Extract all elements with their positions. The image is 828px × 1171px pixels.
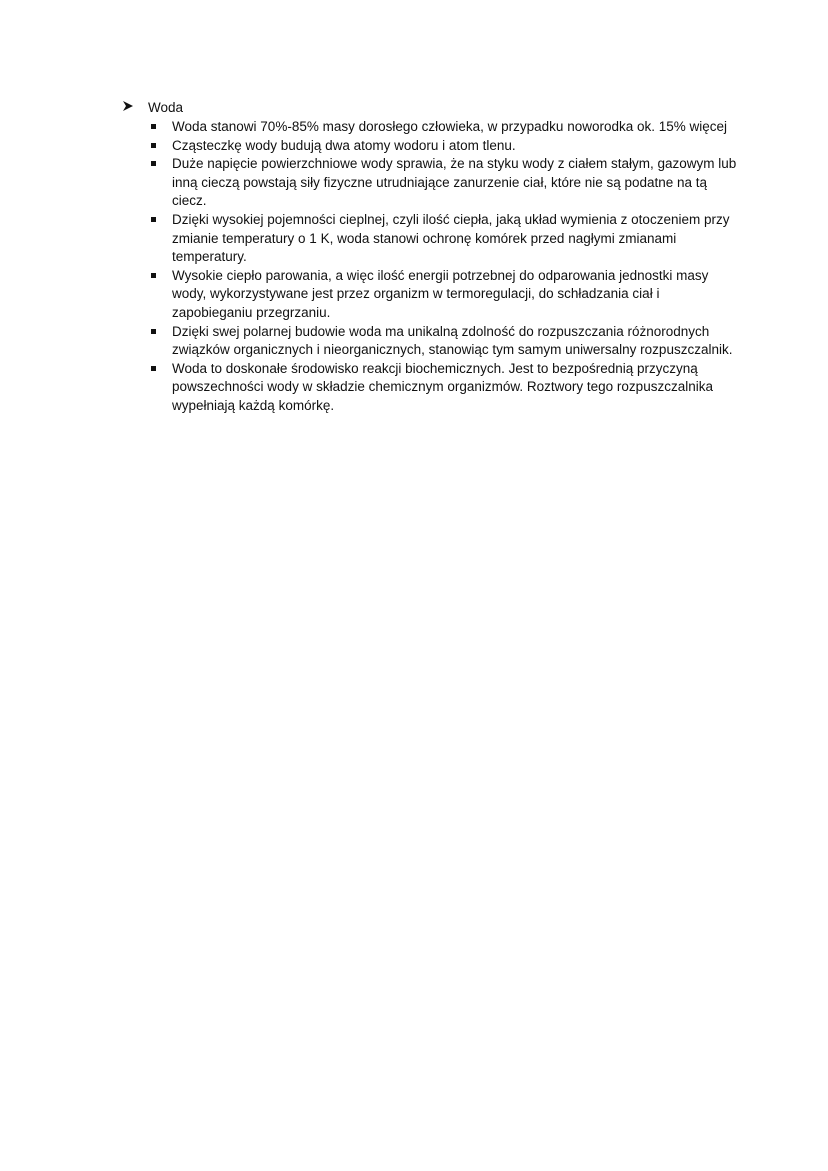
square-bullet-icon (151, 217, 156, 222)
square-bullet-icon (151, 161, 156, 166)
list-item-text: Woda to doskonałe środowisko reakcji biochemicznych. Jest to bezpośrednią przyczyną powszechności wody w składzie chemicznym organizmów. Roztwory tego rozpuszczalnika wypełniają każdą komórkę. (172, 360, 713, 413)
square-bullet-icon (151, 366, 156, 371)
list-item (148, 137, 742, 156)
list-item (148, 118, 742, 137)
list-item-text: Duże napięcie powierzchniowe wody sprawia, że na styku wody z ciałem stałym, gazowym lub inną cieczą powstają siły fizyczne utrudniające zanurzenie ciał, które nie są podatne na tą ciecz. (172, 156, 737, 209)
square-bullet-icon (151, 273, 156, 278)
section-header (122, 99, 742, 117)
square-bullet-icon (151, 329, 156, 334)
bullet-list (148, 118, 742, 416)
list-item-text: Wysokie ciepło parowania, a więc ilość energii potrzebnej do odparowania jednostki masy wody, wykorzystywane jest przez organizm w termoregulacji, do schładzania ciał i zapobieganiu przegrzaniu. (172, 267, 709, 320)
list-item-text: Woda stanowi 70%-85% masy dorosłego człowieka, w przypadku noworodka ok. 15% więcej (172, 119, 728, 134)
list-item (148, 360, 742, 416)
list-item-text: Cząsteczkę wody budują dwa atomy wodoru i atom tlenu. (172, 137, 516, 153)
square-bullet-icon (151, 124, 156, 129)
section-woda (122, 99, 742, 416)
list-item (148, 155, 742, 211)
list-item (148, 267, 742, 323)
list-item-text: Dzięki swej polarnej budowie woda ma unikalną zdolność do rozpuszczania różnorodnych związków organicznych i nieorganicznych, stanowiąc tym samym uniwersalny rozpuszczalnik. (172, 323, 733, 358)
square-bullet-icon (151, 143, 156, 148)
list-item (148, 211, 742, 267)
arrow-bullet-icon (122, 99, 148, 117)
section-title: Woda (148, 100, 184, 115)
list-item-text: Dzięki wysokiej pojemności cieplnej, czyli ilość ciepła, jaką układ wymienia z otoczeniem przy zmianie temperatury o 1 K, woda stanowi ochronę komórek przed nagłymi zmianami temperatury. (172, 211, 730, 265)
list-item (148, 323, 742, 360)
arrow-head-icon (122, 100, 134, 112)
